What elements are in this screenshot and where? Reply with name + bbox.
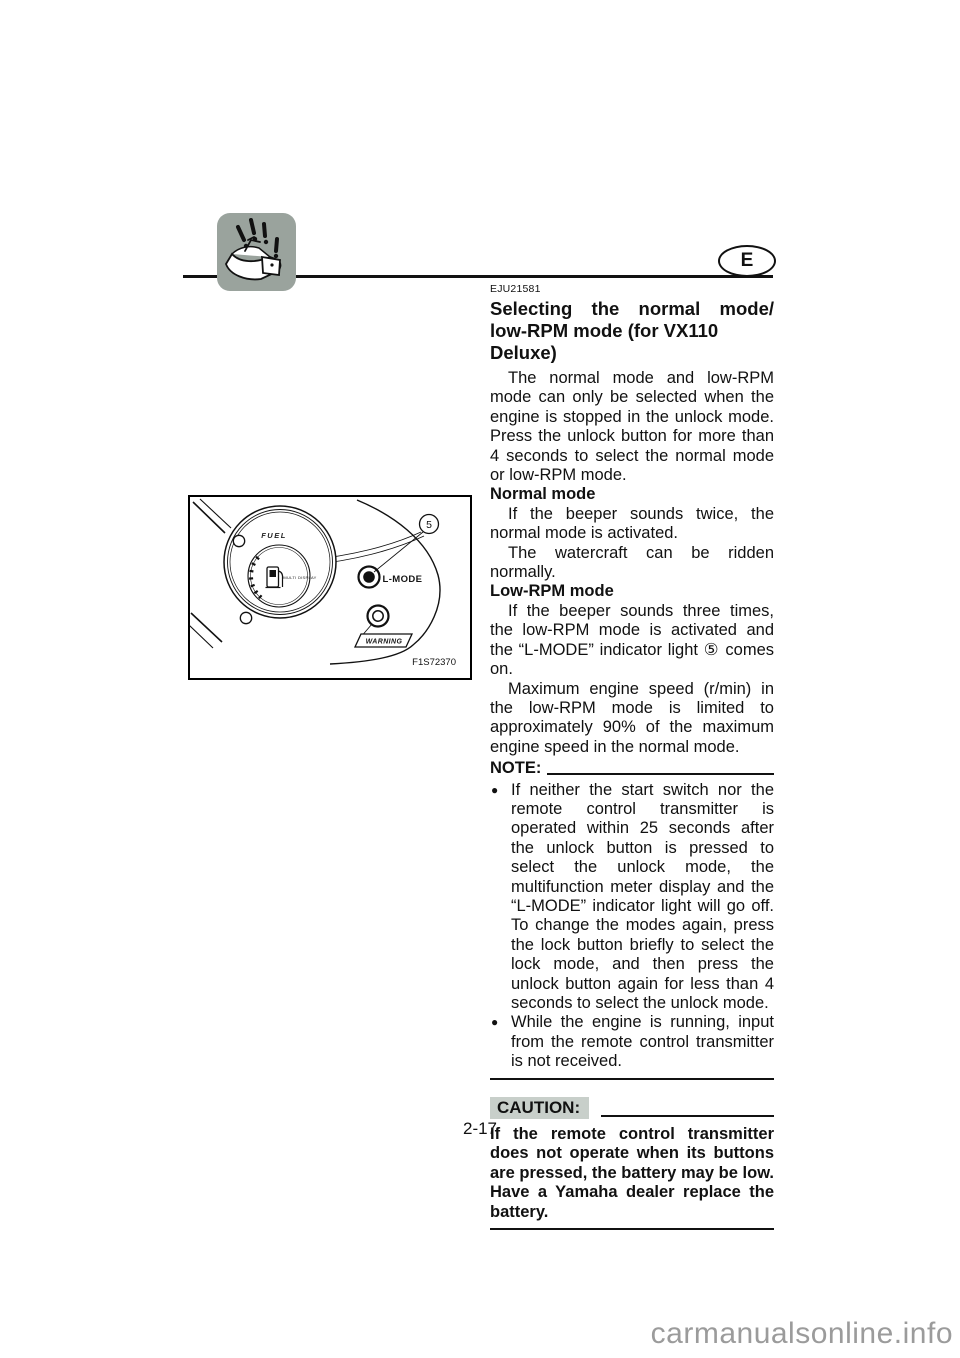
note-item: [490, 1013, 774, 1071]
meter-figure-art: [190, 497, 466, 674]
article-title-line1: Selecting the normal mode/: [490, 298, 774, 319]
note-item-text: While the engine is running, input from the remote control transmitter is not received.: [511, 1013, 774, 1071]
article-title-line2: low-RPM mode (for VX110 Deluxe): [490, 320, 719, 363]
article-title: [490, 298, 774, 364]
normal-mode-paragraph-2: The watercraft can be ridden normally.: [490, 543, 774, 582]
caution-rule: [601, 1115, 774, 1117]
intro-paragraph: The normal mode and low-RPM mode can only be selected when the engine is stopped in the unlock mode. Press the unlock button for more than 4 seconds to select the normal mode or low-RPM mode.: [490, 369, 774, 485]
caution-text: If the remote control transmitter does not operate when its buttons are pressed, the battery may be low. Have a Yamaha dealer replace the battery.: [490, 1125, 774, 1221]
article-column: [490, 283, 774, 1230]
caution-header: [490, 1097, 774, 1119]
note-header: [490, 759, 774, 778]
normal-mode-paragraph-1: If the beeper sounds twice, the normal mode is activated.: [490, 504, 774, 543]
bullet-icon: ●: [491, 1015, 499, 1030]
section-rule: [490, 1228, 774, 1230]
note-item: [490, 781, 774, 1014]
bullet-icon: ●: [491, 782, 499, 797]
multi-display-label: MULTI DISPLAY: [283, 575, 317, 580]
caution-label: CAUTION:: [490, 1097, 589, 1119]
watercraft-warning-icon: [217, 213, 296, 291]
language-badge-letter: E: [740, 250, 754, 271]
normal-mode-heading: Normal mode: [490, 485, 596, 504]
meter-figure: [188, 495, 472, 680]
note-rule: [547, 773, 774, 775]
watercraft-warning-icon-art: [217, 213, 296, 291]
note-item-text: If neither the start switch nor the remote control transmitter is operated within 25 seconds after the unlock button is pressed to select the unlock mode, the multifunction meter display and the “L-MODE” indicator light will go off. To change the modes again, press the lock button briefly to select the lock mode, and then press the unlock button again for less than 4 seconds to select the unlock mode.: [511, 780, 774, 1012]
article-code: EJU21581: [490, 283, 541, 295]
note-label: NOTE:: [490, 759, 542, 778]
low-rpm-paragraph-1: If the beeper sounds three times, the low-RPM mode is activated and the “L-MODE” indicator light ⑤ comes on.: [490, 601, 774, 679]
l-mode-label: L-MODE: [382, 574, 423, 585]
caution-section: [490, 1097, 774, 1230]
warning-label: WARNING: [365, 638, 403, 646]
low-rpm-mode-heading: Low-RPM mode: [490, 582, 614, 601]
watermark: carmanualsonline.info: [650, 1317, 953, 1350]
fuel-gauge-label: FUEL: [261, 531, 287, 540]
section-rule: [490, 1078, 774, 1080]
page-number: 2-17: [462, 1119, 498, 1138]
low-rpm-paragraph-2: Maximum engine speed (r/min) in the low-RPM mode is limited to approximately 90% of the maximum engine speed in the normal mode.: [490, 679, 774, 756]
language-badge: [718, 245, 776, 277]
figure-code: F1S72370: [412, 657, 456, 668]
callout-5: 5: [426, 519, 432, 531]
